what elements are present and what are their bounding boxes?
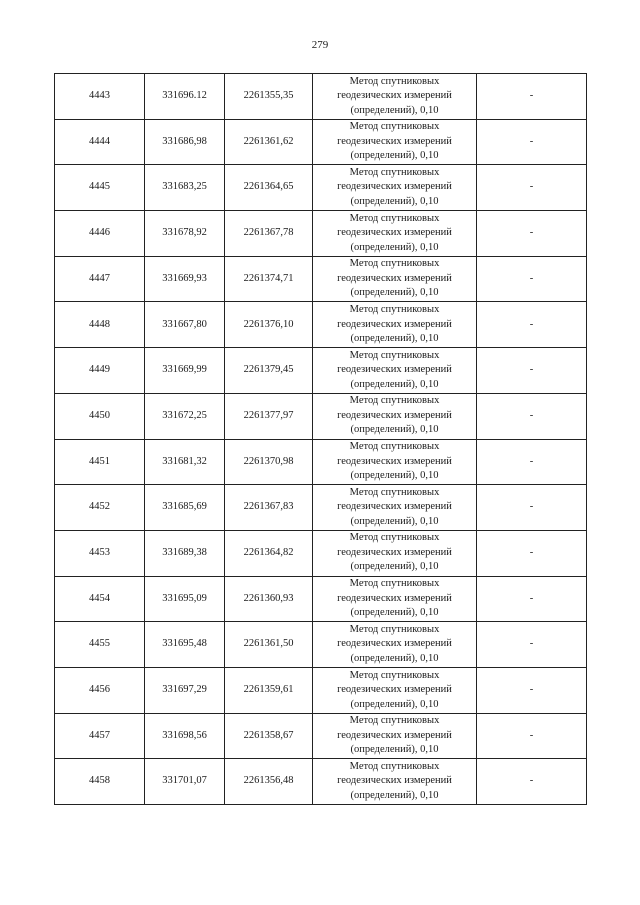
method-line: (определений), 0,10 — [350, 470, 439, 482]
x-coordinate-cell: 331667,80 — [145, 302, 225, 348]
method-line: (определений), 0,10 — [350, 607, 439, 619]
y-coordinate-cell: 2261374,71 — [225, 256, 313, 302]
table-row — [55, 622, 587, 668]
table-row — [55, 74, 587, 120]
point-number-cell: 4456 — [55, 667, 145, 713]
note-cell: - — [477, 119, 587, 165]
method-line: (определений), 0,10 — [350, 333, 439, 345]
method-cell — [313, 530, 477, 576]
y-coordinate-cell: 2261370,98 — [225, 439, 313, 485]
note-cell: - — [477, 302, 587, 348]
method-line: (определений), 0,10 — [350, 424, 439, 436]
point-number-cell: 4455 — [55, 622, 145, 668]
table-row — [55, 439, 587, 485]
method-line: Метод спутниковых — [349, 258, 440, 270]
method-line: геодезических измерений — [337, 272, 452, 284]
method-line: Метод спутниковых — [349, 166, 440, 178]
method-line: Метод спутниковых — [349, 395, 440, 407]
x-coordinate-cell: 331678,92 — [145, 211, 225, 257]
method-line: (определений), 0,10 — [350, 104, 439, 116]
method-cell — [313, 256, 477, 302]
point-number-cell: 4454 — [55, 576, 145, 622]
method-line: Метод спутниковых — [349, 304, 440, 316]
note-cell: - — [477, 348, 587, 394]
note-cell: - — [477, 74, 587, 120]
x-coordinate-cell: 331669,93 — [145, 256, 225, 302]
table-row — [55, 485, 587, 531]
method-cell — [313, 74, 477, 120]
point-number-cell: 4451 — [55, 439, 145, 485]
table-row — [55, 211, 587, 257]
method-line: (определений), 0,10 — [350, 789, 439, 801]
note-cell: - — [477, 211, 587, 257]
method-line: геодезических измерений — [337, 775, 452, 787]
method-line: геодезических измерений — [337, 455, 452, 467]
y-coordinate-cell: 2261361,62 — [225, 119, 313, 165]
table-row — [55, 713, 587, 759]
method-cell — [313, 165, 477, 211]
note-cell: - — [477, 256, 587, 302]
y-coordinate-cell: 2261361,50 — [225, 622, 313, 668]
method-line: Метод спутниковых — [349, 75, 440, 87]
y-coordinate-cell: 2261360,93 — [225, 576, 313, 622]
point-number-cell: 4450 — [55, 393, 145, 439]
note-cell: - — [477, 530, 587, 576]
point-number-cell: 4444 — [55, 119, 145, 165]
method-cell — [313, 302, 477, 348]
method-line: геодезических измерений — [337, 409, 452, 421]
y-coordinate-cell: 2261359,61 — [225, 667, 313, 713]
coordinates-table-body — [55, 74, 587, 805]
method-line: (определений), 0,10 — [350, 195, 439, 207]
point-number-cell: 4447 — [55, 256, 145, 302]
method-line: Метод спутниковых — [349, 578, 440, 590]
x-coordinate-cell: 331696.12 — [145, 74, 225, 120]
x-coordinate-cell: 331701,07 — [145, 759, 225, 805]
method-cell — [313, 348, 477, 394]
method-line: геодезических измерений — [337, 592, 452, 604]
method-line: геодезических измерений — [337, 90, 452, 102]
method-line: (определений), 0,10 — [350, 698, 439, 710]
method-cell — [313, 439, 477, 485]
table-row — [55, 256, 587, 302]
method-cell — [313, 576, 477, 622]
point-number-cell: 4443 — [55, 74, 145, 120]
note-cell: - — [477, 576, 587, 622]
method-line: геодезических измерений — [337, 684, 452, 696]
x-coordinate-cell: 331697,29 — [145, 667, 225, 713]
method-line: (определений), 0,10 — [350, 744, 439, 756]
x-coordinate-cell: 331683,25 — [145, 165, 225, 211]
table-row — [55, 119, 587, 165]
table-row — [55, 393, 587, 439]
table-row — [55, 530, 587, 576]
x-coordinate-cell: 331695,09 — [145, 576, 225, 622]
x-coordinate-cell: 331686,98 — [145, 119, 225, 165]
x-coordinate-cell: 331695,48 — [145, 622, 225, 668]
y-coordinate-cell: 2261379,45 — [225, 348, 313, 394]
note-cell: - — [477, 667, 587, 713]
table-row — [55, 348, 587, 394]
x-coordinate-cell: 331669,99 — [145, 348, 225, 394]
note-cell: - — [477, 713, 587, 759]
method-line: Метод спутниковых — [349, 121, 440, 133]
x-coordinate-cell: 331689,38 — [145, 530, 225, 576]
y-coordinate-cell: 2261367,78 — [225, 211, 313, 257]
method-line: (определений), 0,10 — [350, 652, 439, 664]
table-row — [55, 667, 587, 713]
note-cell: - — [477, 165, 587, 211]
method-cell — [313, 622, 477, 668]
method-line: геодезических измерений — [337, 729, 452, 741]
method-line: Метод спутниковых — [349, 349, 440, 361]
y-coordinate-cell: 2261358,67 — [225, 713, 313, 759]
table-row — [55, 165, 587, 211]
table-row — [55, 576, 587, 622]
y-coordinate-cell: 2261364,82 — [225, 530, 313, 576]
table-row — [55, 302, 587, 348]
y-coordinate-cell: 2261355,35 — [225, 74, 313, 120]
point-number-cell: 4448 — [55, 302, 145, 348]
method-line: Метод спутниковых — [349, 212, 440, 224]
y-coordinate-cell: 2261377,97 — [225, 393, 313, 439]
x-coordinate-cell: 331685,69 — [145, 485, 225, 531]
method-cell — [313, 485, 477, 531]
y-coordinate-cell: 2261367,83 — [225, 485, 313, 531]
method-line: Метод спутниковых — [349, 669, 440, 681]
method-cell — [313, 759, 477, 805]
x-coordinate-cell: 331672,25 — [145, 393, 225, 439]
point-number-cell: 4458 — [55, 759, 145, 805]
page-number: 279 — [311, 39, 329, 51]
y-coordinate-cell: 2261364,65 — [225, 165, 313, 211]
method-line: (определений), 0,10 — [350, 241, 439, 253]
method-line: геодезических измерений — [337, 227, 452, 239]
point-number-cell: 4452 — [55, 485, 145, 531]
coordinates-table — [54, 73, 587, 805]
method-line: геодезических измерений — [337, 135, 452, 147]
method-line: геодезических измерений — [337, 181, 452, 193]
method-line: (определений), 0,10 — [350, 378, 439, 390]
x-coordinate-cell: 331681,32 — [145, 439, 225, 485]
note-cell: - — [477, 759, 587, 805]
method-line: Метод спутниковых — [349, 715, 440, 727]
method-cell — [313, 667, 477, 713]
method-cell — [313, 119, 477, 165]
method-line: Метод спутниковых — [349, 760, 440, 772]
method-line: Метод спутниковых — [349, 532, 440, 544]
table-row — [55, 759, 587, 805]
note-cell: - — [477, 622, 587, 668]
method-line: геодезических измерений — [337, 364, 452, 376]
method-line: геодезических измерений — [337, 501, 452, 513]
method-cell — [313, 393, 477, 439]
method-line: (определений), 0,10 — [350, 287, 439, 299]
method-line: Метод спутниковых — [349, 486, 440, 498]
point-number-cell: 4457 — [55, 713, 145, 759]
method-line: геодезических измерений — [337, 546, 452, 558]
note-cell: - — [477, 393, 587, 439]
note-cell: - — [477, 439, 587, 485]
method-cell — [313, 713, 477, 759]
point-number-cell: 4446 — [55, 211, 145, 257]
method-line: Метод спутниковых — [349, 623, 440, 635]
note-cell: - — [477, 485, 587, 531]
method-line: геодезических измерений — [337, 638, 452, 650]
method-line: (определений), 0,10 — [350, 561, 439, 573]
y-coordinate-cell: 2261376,10 — [225, 302, 313, 348]
x-coordinate-cell: 331698,56 — [145, 713, 225, 759]
point-number-cell: 4453 — [55, 530, 145, 576]
method-cell — [313, 211, 477, 257]
method-line: (определений), 0,10 — [350, 515, 439, 527]
point-number-cell: 4445 — [55, 165, 145, 211]
y-coordinate-cell: 2261356,48 — [225, 759, 313, 805]
point-number-cell: 4449 — [55, 348, 145, 394]
method-line: Метод спутниковых — [349, 441, 440, 453]
method-line: геодезических измерений — [337, 318, 452, 330]
method-line: (определений), 0,10 — [350, 150, 439, 162]
